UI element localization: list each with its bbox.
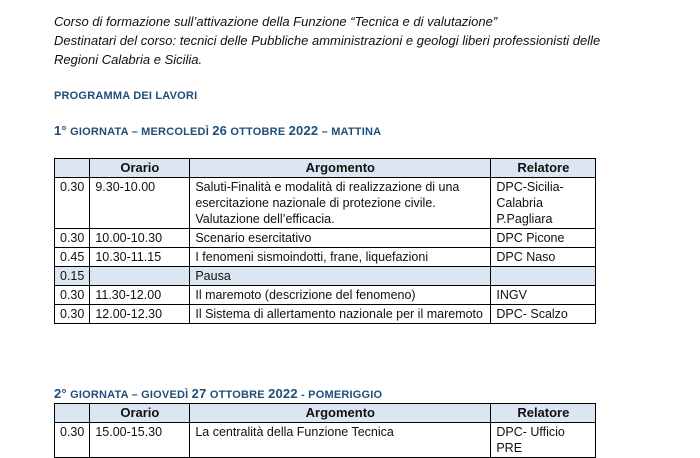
header-duration [55, 159, 90, 178]
cell-relatore: DPC Naso [491, 248, 596, 267]
cell-relatore: DPC- Scalzo [491, 305, 596, 324]
day1-heading [54, 123, 381, 138]
cell-argomento: Il maremoto (descrizione del fenomeno) [190, 286, 491, 305]
table-row [55, 248, 596, 267]
cell-orario: 10.30-11.15 [90, 248, 190, 267]
day2-year: 2022 [268, 386, 298, 401]
cell-duration: 0.45 [55, 248, 90, 267]
cell-duration: 0.30 [55, 286, 90, 305]
header-relatore: Relatore [491, 404, 596, 423]
header-duration [55, 404, 90, 423]
header-relatore: Relatore [491, 159, 596, 178]
day1-year: 2022 [288, 123, 319, 138]
table-row [55, 423, 596, 458]
day1-date: 26 [212, 123, 228, 138]
cell-argomento: Il Sistema di allertamento nazionale per il maremoto [190, 305, 491, 324]
cell-orario: 12.00-12.30 [90, 305, 190, 324]
cell-argomento: I fenomeni sismoindotti, frane, liquefazioni [190, 248, 491, 267]
relatore-line: DPC-Sicilia- [496, 180, 564, 194]
day2-heading [54, 386, 382, 401]
cell-orario [90, 267, 190, 286]
table-header-row [55, 159, 596, 178]
table-row [55, 229, 596, 248]
header-argomento: Argomento [190, 404, 491, 423]
cell-orario: 9.30-10.00 [90, 178, 190, 229]
day1-number: 1° [54, 123, 67, 138]
cell-relatore: INGV [491, 286, 596, 305]
programma-heading: PROGRAMMA DEI LAVORI [54, 90, 198, 102]
cell-orario: 11.30-12.00 [90, 286, 190, 305]
table-row [55, 305, 596, 324]
table-header-row [55, 404, 596, 423]
header-argomento: Argomento [190, 159, 491, 178]
day2-number: 2° [54, 386, 67, 401]
day2-schedule-table [54, 403, 596, 458]
table-row [55, 178, 596, 229]
cell-duration: 0.30 [55, 305, 90, 324]
relatore-line: Calabria [496, 196, 543, 210]
cell-argomento: La centralità della Funzione Tecnica [190, 423, 491, 458]
cell-argomento: Pausa [190, 267, 491, 286]
cell-orario: 10.00-10.30 [90, 229, 190, 248]
header-orario: Orario [90, 404, 190, 423]
course-recipients-cont: Regioni Calabria e Sicilia. [54, 52, 203, 67]
cell-orario: 15.00-15.30 [90, 423, 190, 458]
course-intro [54, 12, 684, 69]
cell-relatore: DPC Picone [491, 229, 596, 248]
day1-label: GIORNATA – MERCOLEDÌ [70, 126, 209, 138]
cell-relatore [491, 267, 596, 286]
day1-schedule-table [54, 158, 596, 324]
day2-date: 27 [191, 386, 207, 401]
cell-argomento: Saluti-Finalità e modalità di realizzazione di una esercitazione nazionale di protezione civile. Valutazione dell’efficacia. [190, 178, 491, 229]
day2-label: GIORNATA – GIOVEDÌ [70, 389, 189, 401]
cell-relatore [491, 178, 596, 229]
cell-duration: 0.30 [55, 229, 90, 248]
day2-period: - POMERIGGIO [301, 389, 383, 401]
relatore-line: P.Pagliara [496, 212, 553, 226]
table-row [55, 286, 596, 305]
day1-month: OTTOBRE [230, 126, 286, 138]
cell-duration: 0.15 [55, 267, 90, 286]
day1-period: – MATTINA [321, 126, 382, 138]
cell-duration: 0.30 [55, 178, 90, 229]
course-recipients: Destinatari del corso: tecnici delle Pubbliche amministrazioni e geologi liberi professionisti delle [54, 33, 601, 48]
table-row-pausa [55, 267, 596, 286]
course-title: Corso di formazione sull’attivazione della Funzione “Tecnica e di valutazione” [54, 14, 498, 29]
cell-relatore: DPC- Ufficio PRE [491, 423, 596, 458]
cell-argomento: Scenario esercitativo [190, 229, 491, 248]
cell-duration: 0.30 [55, 423, 90, 458]
header-orario: Orario [90, 159, 190, 178]
day2-month: OTTOBRE [209, 389, 265, 401]
